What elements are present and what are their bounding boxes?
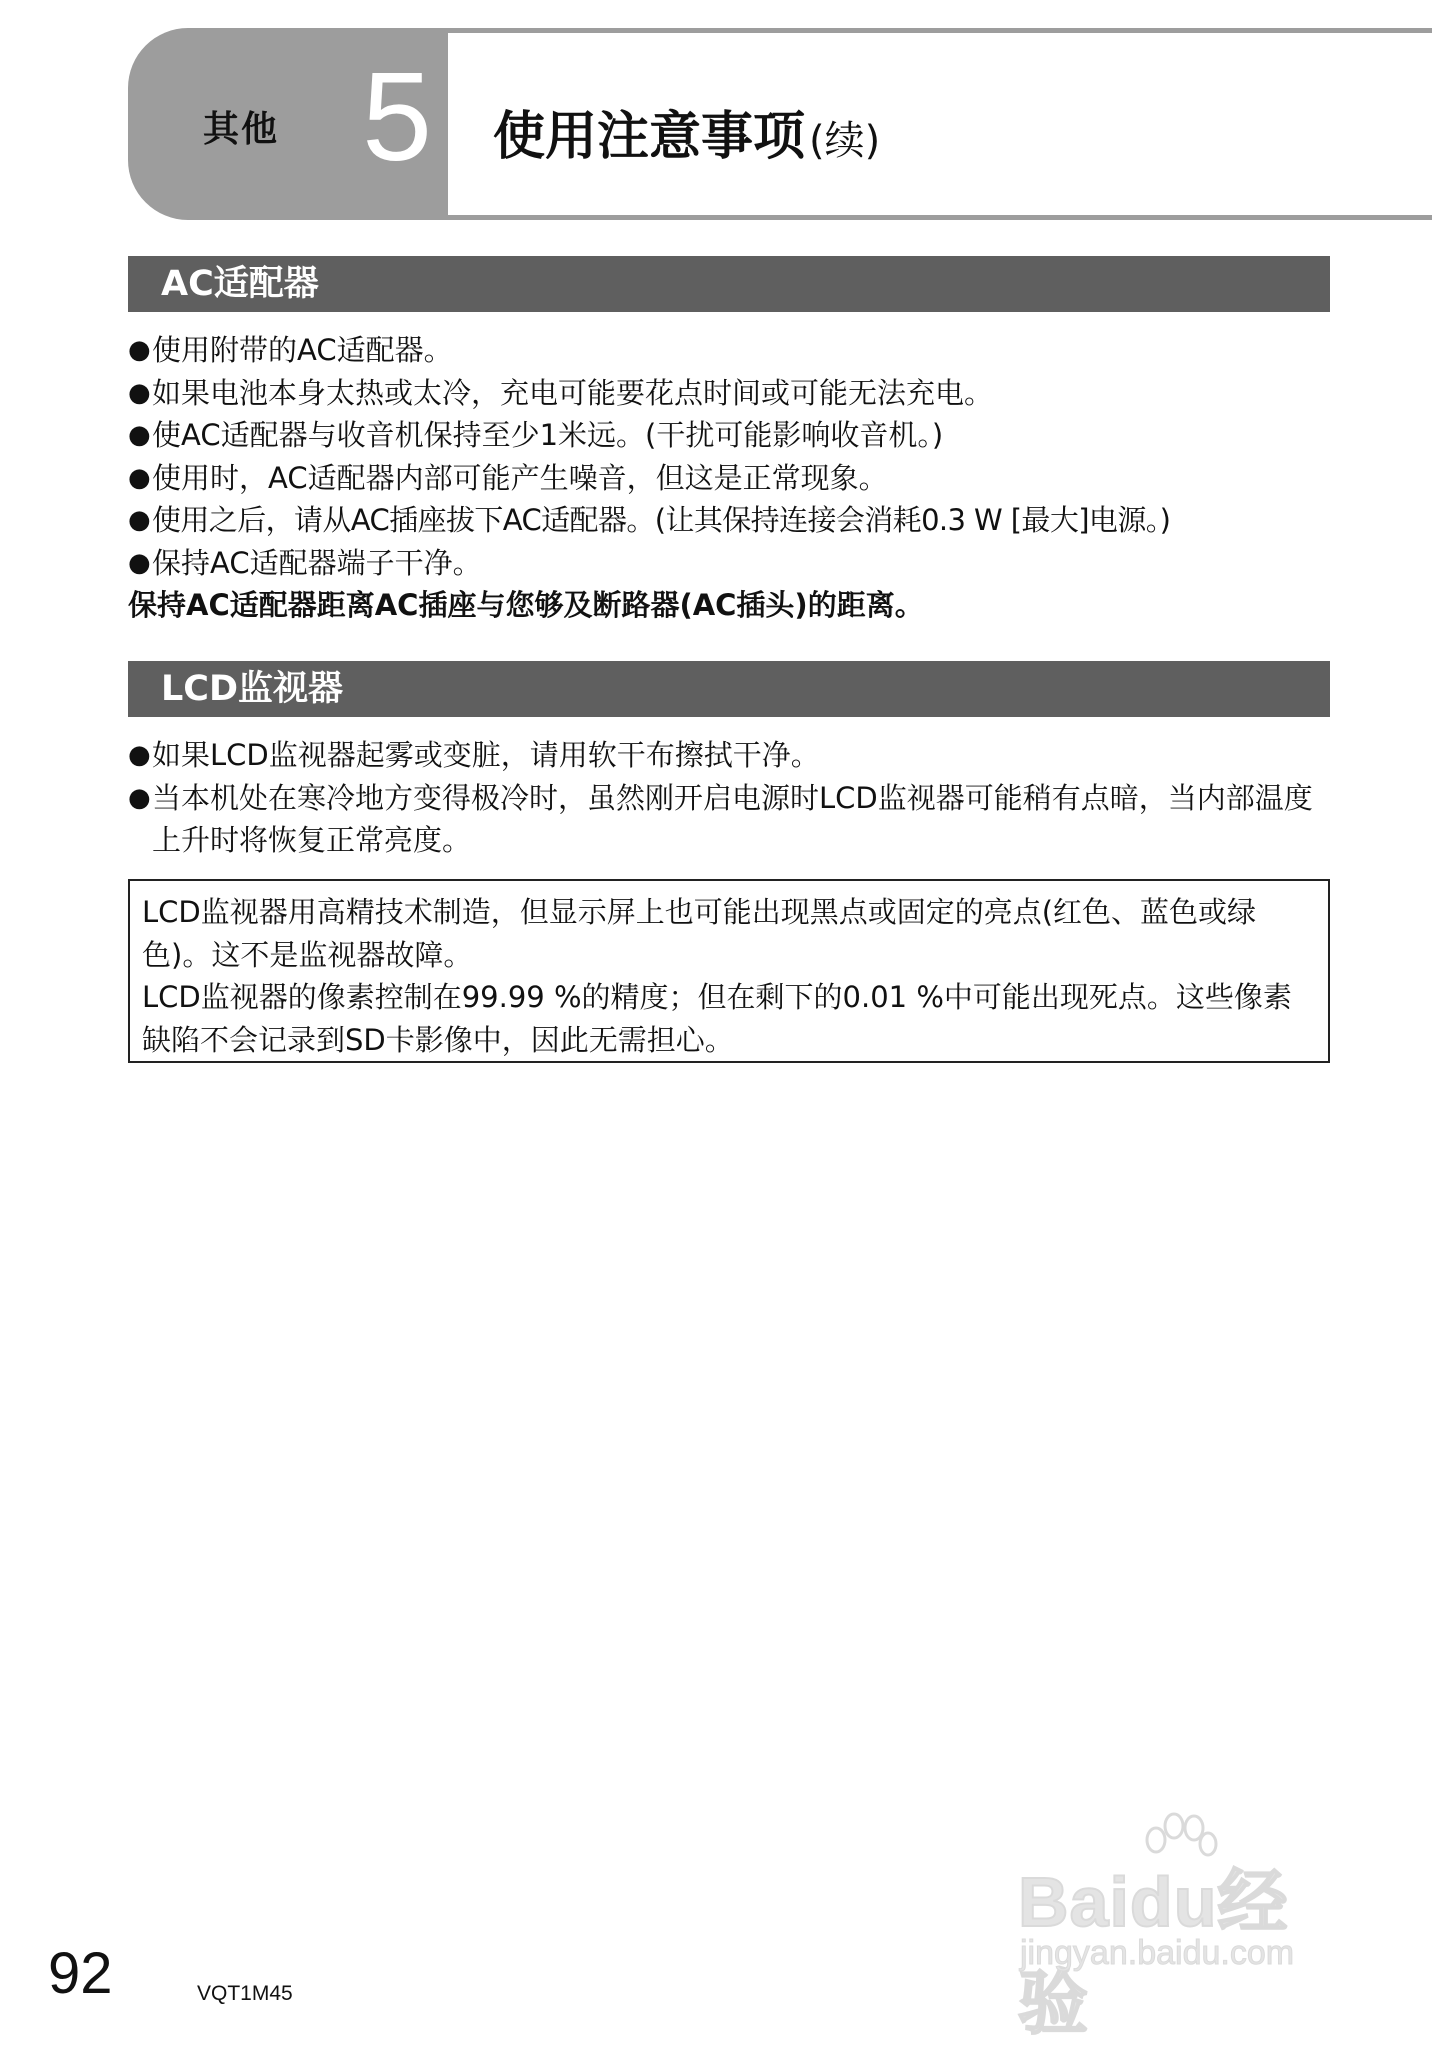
ac-adapter-bold-note: 保持AC适配器距离AC插座与您够及断路器(AC插头)的距离。 bbox=[128, 588, 924, 622]
ac-adapter-list bbox=[128, 329, 1338, 584]
list-item bbox=[128, 457, 1338, 500]
page-number: 92 bbox=[48, 1941, 113, 2006]
lcd-note-box bbox=[128, 879, 1330, 1063]
ac-adapter-heading: AC适配器 bbox=[128, 256, 1330, 312]
baidu-watermark bbox=[1010, 1812, 1350, 2042]
list-item-text: 使用附带的AC适配器。 bbox=[152, 333, 453, 367]
list-item-text: 当本机处在寒冷地方变得极冷时，虽然刚开启电源时LCD监视器可能稍有点暗，当内部温度上升时将恢复正常亮度。 bbox=[152, 780, 1313, 857]
list-item bbox=[128, 542, 1338, 585]
list-item-text: 使用时，AC适配器内部可能产生噪音，但这是正常现象。 bbox=[152, 460, 888, 495]
chapter-number: 5 bbox=[362, 46, 433, 187]
list-item bbox=[128, 499, 1338, 542]
note-paragraph: LCD监视器用高精技术制造，但显示屏上也可能出现黑点或固定的亮点(红色、蓝色或绿色)。这不是监视器故障。 bbox=[142, 895, 1257, 972]
bullet-icon: ● bbox=[128, 335, 151, 365]
list-item bbox=[128, 777, 1338, 862]
watermark-main-text: Baidu经验 bbox=[1018, 1863, 1289, 2042]
bullet-icon: ● bbox=[128, 547, 151, 578]
list-item bbox=[128, 329, 1338, 372]
lcd-monitor-heading: LCD监视器 bbox=[128, 661, 1330, 717]
bullet-icon: ● bbox=[128, 377, 151, 408]
list-item-text: 使用之后，请从AC插座拔下AC适配器。(让其保持连接会消耗0.3 W [最大]电源。) bbox=[152, 503, 1171, 537]
list-item bbox=[128, 734, 1338, 777]
bullet-icon: ● bbox=[128, 505, 151, 535]
bullet-icon: ● bbox=[128, 462, 151, 493]
list-item bbox=[128, 372, 1338, 415]
list-item-text: 保持AC适配器端子干净。 bbox=[152, 545, 482, 580]
note-paragraph: LCD监视器的像素控制在99.99 %的精度；但在剩下的0.01 %中可能出现死点。这些像素缺陷不会记录到SD卡影像中，因此无需担心。 bbox=[142, 980, 1292, 1057]
watermark-sub-text: jingyan.baidu.com bbox=[1020, 1934, 1295, 1972]
list-item-text: 如果LCD监视器起雾或变脏，请用软干布擦拭干净。 bbox=[152, 738, 820, 772]
bullet-icon: ● bbox=[128, 782, 151, 813]
list-item-text: 如果电池本身太热或太冷，充电可能要花点时间或可能无法充电。 bbox=[152, 375, 994, 410]
bullet-icon: ● bbox=[128, 740, 151, 770]
page-title bbox=[493, 94, 880, 169]
model-code: VQT1M45 bbox=[197, 1982, 293, 2005]
page-title-suffix: (续) bbox=[809, 118, 881, 164]
page-title-text: 使用注意事项 bbox=[493, 107, 806, 167]
lcd-monitor-list bbox=[128, 734, 1338, 862]
section-name: 其他 bbox=[203, 109, 280, 150]
header-tab bbox=[128, 28, 448, 220]
page-header bbox=[128, 28, 1432, 220]
list-item bbox=[128, 414, 1338, 457]
bullet-icon: ● bbox=[128, 420, 151, 450]
list-item-text: 使AC适配器与收音机保持至少1米远。(干扰可能影响收音机。) bbox=[152, 418, 944, 452]
